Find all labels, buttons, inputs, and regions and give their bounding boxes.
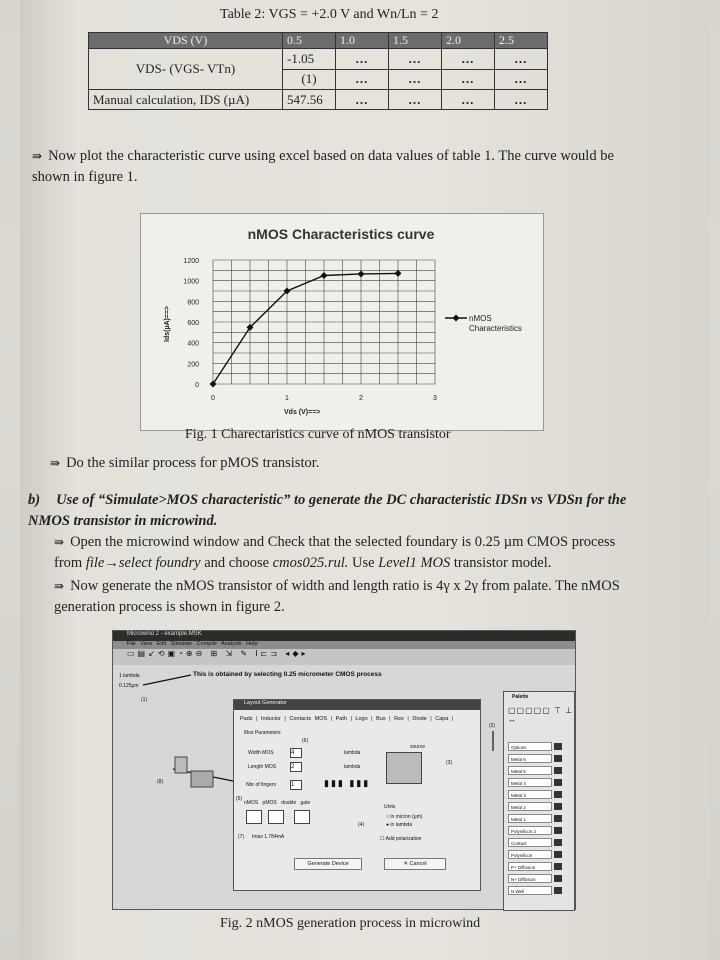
vds-value: 0.5 — [283, 33, 336, 49]
bullet-paragraph — [50, 453, 319, 474]
palette-item[interactable]: N+ Diffusion — [508, 874, 552, 883]
callout-8: (8) — [157, 779, 164, 785]
row2-label: Manual calculation, IDS (µA) — [89, 90, 283, 110]
table-cell: ... — [389, 90, 442, 110]
dialog-title: Layout Generator — [234, 700, 480, 710]
callout-5: (5) — [236, 796, 243, 802]
bullet-text: Do the similar process for pMOS transistor. — [66, 455, 320, 471]
y-tick-label: 1000 — [183, 278, 199, 286]
width-input[interactable]: 4 — [290, 748, 302, 758]
unit-label: lambda — [344, 764, 361, 770]
layer-swatch-icon — [554, 743, 562, 750]
row1-label: VDS- (VGS- VTn) — [89, 49, 283, 90]
units-label: Units — [384, 804, 396, 810]
palette-item[interactable]: P+ Diffusion — [508, 862, 552, 871]
bullet-paragraph — [54, 576, 634, 618]
polarization-label: Add polarization — [385, 836, 422, 842]
callout-3: (3) — [446, 760, 453, 766]
layer-swatch-icon — [554, 755, 562, 762]
x-tick-label: 1 — [285, 395, 289, 402]
palette-item[interactable]: Metal 4 — [508, 778, 552, 787]
layout-preview-icon — [175, 757, 187, 773]
source-label: source — [410, 744, 426, 750]
bullet-text: Use — [352, 555, 375, 571]
layer-swatch-icon — [554, 839, 562, 846]
callout-4: (4) — [358, 822, 365, 828]
y-tick-label: 600 — [187, 320, 199, 327]
layer-swatch-icon — [554, 815, 562, 822]
section-marker: b) — [28, 492, 41, 508]
legend-marker — [453, 315, 460, 322]
layer-swatch-icon — [554, 875, 562, 882]
palette-window — [503, 691, 575, 911]
layer-swatch-icon — [554, 791, 562, 798]
dialog-tabs[interactable]: Pads | Inductor | Contacts MOS | Path | Logo | Bus | Res | Diode | Capa | — [240, 716, 454, 722]
mos-type-options[interactable]: nMOS pMOS double gate — [244, 800, 311, 806]
pmos-type-icon[interactable] — [268, 810, 284, 824]
palette-title: Palette — [512, 694, 529, 700]
callout-2: (2) — [489, 723, 496, 729]
palette-item[interactable]: Metal 3 — [508, 790, 552, 799]
unit-micron-label: in micron (µm) — [390, 814, 423, 820]
bullet-text: Now plot the characteristic curve using excel based on data values of table 1. The curve would be shown in figure 1. — [32, 148, 614, 185]
layer-swatch-icon — [554, 803, 562, 810]
table-cell: -1.05 — [283, 49, 336, 70]
palette-tools-icon[interactable]: ▢▢▢▢▢ ⊤ ⊥ ↔ — [508, 706, 574, 724]
figure-1-caption: Fig. 1 Charectaristics curve of nMOS transistor — [185, 427, 451, 442]
polarization-checkbox[interactable]: ☐ Add polarization — [380, 836, 422, 842]
bullet-text: transistor model. — [453, 555, 552, 571]
vds-value: 1.0 — [336, 33, 389, 49]
double-arrow-icon: ⇛ — [54, 535, 65, 549]
chart-figure-1 — [140, 213, 544, 431]
bullet-text: Now generate the nMOS transistor of width and length ratio is 4γ x 2γ from palate. The nMOS generation process is shown in figure 2. — [54, 578, 620, 615]
section-b — [28, 490, 628, 532]
mos-params-label: Mos Parameters — [244, 730, 281, 736]
fingers-label: Nbr of fingers — [246, 782, 277, 788]
double-gate-icon[interactable] — [294, 810, 310, 824]
callout-6: (6) — [302, 738, 309, 744]
x-tick-label: 2 — [359, 395, 363, 402]
table-title: Table 2: VGS = +2.0 V and Wn/Ln = 2 — [220, 7, 439, 22]
table-cell: 547.56 — [283, 90, 336, 110]
unit-label: lambda — [344, 750, 361, 756]
cancel-button[interactable]: ✕ Cancel — [384, 858, 446, 870]
lambda-label: 1 lambda — [119, 673, 140, 679]
layer-swatch-icon — [554, 887, 562, 894]
table-cell: ... — [336, 90, 389, 110]
bullet-paragraph — [54, 532, 634, 574]
layer-swatch-icon — [554, 767, 562, 774]
table-cell: ... — [495, 90, 548, 110]
menu-bar: File View Edit Simulate Compile Analysis Help — [113, 641, 575, 649]
layer-swatch-icon — [554, 779, 562, 786]
window-title: Microwind 2 - example.MSK — [113, 631, 575, 641]
figure-2-caption: Fig. 2 nMOS generation process in microwind — [220, 916, 481, 931]
palette-item[interactable]: Options — [508, 742, 552, 751]
table-cell: ... — [389, 69, 442, 90]
table-cell: ... — [442, 69, 495, 90]
imax-label: Imax 1.784mA — [252, 834, 285, 840]
table-2 — [88, 32, 548, 110]
vds-header: VDS (V) — [89, 33, 283, 49]
table-cell: (1) — [283, 69, 336, 90]
length-input[interactable]: 2 — [290, 762, 302, 772]
bullet-text: Open the microwind window and Check that the selected foundary is 0.25 µm CMOS process from — [54, 534, 616, 571]
process-note: This is obtained by selecting 0.25 micrometer CMOS process — [193, 671, 382, 678]
data-point — [395, 270, 402, 277]
data-point — [321, 272, 328, 279]
y-tick-label: 0 — [195, 382, 199, 389]
fingers-input[interactable]: 1 — [290, 780, 302, 790]
bullet-paragraph — [32, 146, 622, 188]
y-tick-label: 800 — [187, 299, 199, 307]
document-page — [20, 0, 710, 960]
fingers-preview-icon: ▮▮▮ ▮▮▮ — [324, 778, 371, 788]
y-tick-label: 1200 — [183, 258, 199, 265]
callout-1: (1) — [141, 697, 148, 703]
palette-item[interactable]: Metal 5 — [508, 766, 552, 775]
length-label: Length MOS — [248, 764, 277, 770]
cancel-label: Cancel — [409, 861, 427, 867]
lambda-value: 0.125µm — [119, 683, 139, 689]
table-cell: ... — [389, 49, 442, 70]
unit-micron-radio[interactable]: ○ in micron (µm) — [386, 814, 423, 820]
width-label: Width MOS — [248, 750, 274, 756]
bullet-italic: Level1 MOS — [378, 555, 451, 571]
palette-item[interactable]: Polysilicon — [508, 850, 552, 859]
double-arrow-icon: ⇛ — [50, 456, 61, 470]
callout-arrow — [143, 675, 191, 685]
layer-swatch-icon — [554, 863, 562, 870]
y-axis-label: Ids(µA)==> — [164, 305, 171, 342]
section-b-text: Use of “Simulate>MOS characteristic” to generate the DC characteristic IDSn vs VDSn for the NMOS transistor in microwind. — [28, 492, 627, 529]
palette-item[interactable]: Metal 1 — [508, 814, 552, 823]
bullet-italic: file→select foundry — [85, 555, 201, 571]
data-point — [210, 381, 217, 388]
double-arrow-icon: ⇛ — [54, 579, 65, 593]
nmos-type-icon[interactable] — [246, 810, 262, 824]
palette-item[interactable]: Contact — [508, 838, 552, 847]
unit-lambda-radio[interactable]: ● in lambda — [386, 822, 413, 828]
mos-preview-icon — [386, 752, 422, 784]
callout-7: (7) — [238, 834, 245, 840]
table-cell: ... — [442, 90, 495, 110]
palette-item[interactable]: Polysilicon 2 — [508, 826, 552, 835]
bullet-italic: cmos025.rul. — [272, 555, 349, 571]
table-cell: ... — [495, 69, 548, 90]
bullet-text: and choose — [204, 555, 270, 571]
x-tick-label: 0 — [211, 395, 215, 402]
y-tick-label: 200 — [187, 361, 199, 369]
chart-legend-label: nMOS Characteristics — [469, 314, 522, 333]
palette-item[interactable]: Metal 2 — [508, 802, 552, 811]
table-cell: ... — [336, 49, 389, 70]
layer-swatch-icon — [554, 851, 562, 858]
generate-device-button[interactable]: Generate Device — [294, 858, 362, 870]
y-tick-label: 400 — [187, 340, 199, 348]
x-axis-label: Vds (V)==> — [284, 409, 321, 416]
toolbar: ▭▤↙⟲▣◔⊕⊖ ⊞ ⇲ ✎ Ⅰ⊏⊐ ◂◆▸ — [113, 649, 575, 665]
palette-item[interactable]: Metal 6 — [508, 754, 552, 763]
table-cell: ... — [495, 49, 548, 70]
palette-item[interactable]: N Well — [508, 886, 552, 895]
x-tick-label: 3 — [433, 395, 437, 402]
layout-preview-icon — [191, 771, 213, 787]
table-cell: ... — [442, 49, 495, 70]
unit-lambda-label: in lambda — [390, 822, 413, 828]
chart-title: nMOS Characteristics curve — [247, 226, 435, 242]
vds-value: 2.5 — [495, 33, 548, 49]
figure-2-screenshot — [112, 630, 576, 910]
vds-value: 2.0 — [442, 33, 495, 49]
table-cell: ... — [336, 69, 389, 90]
layer-swatch-icon — [554, 827, 562, 834]
double-arrow-icon: ⇛ — [32, 149, 43, 163]
data-point — [358, 270, 365, 277]
layout-generator-dialog — [233, 699, 481, 891]
vds-value: 1.5 — [389, 33, 442, 49]
